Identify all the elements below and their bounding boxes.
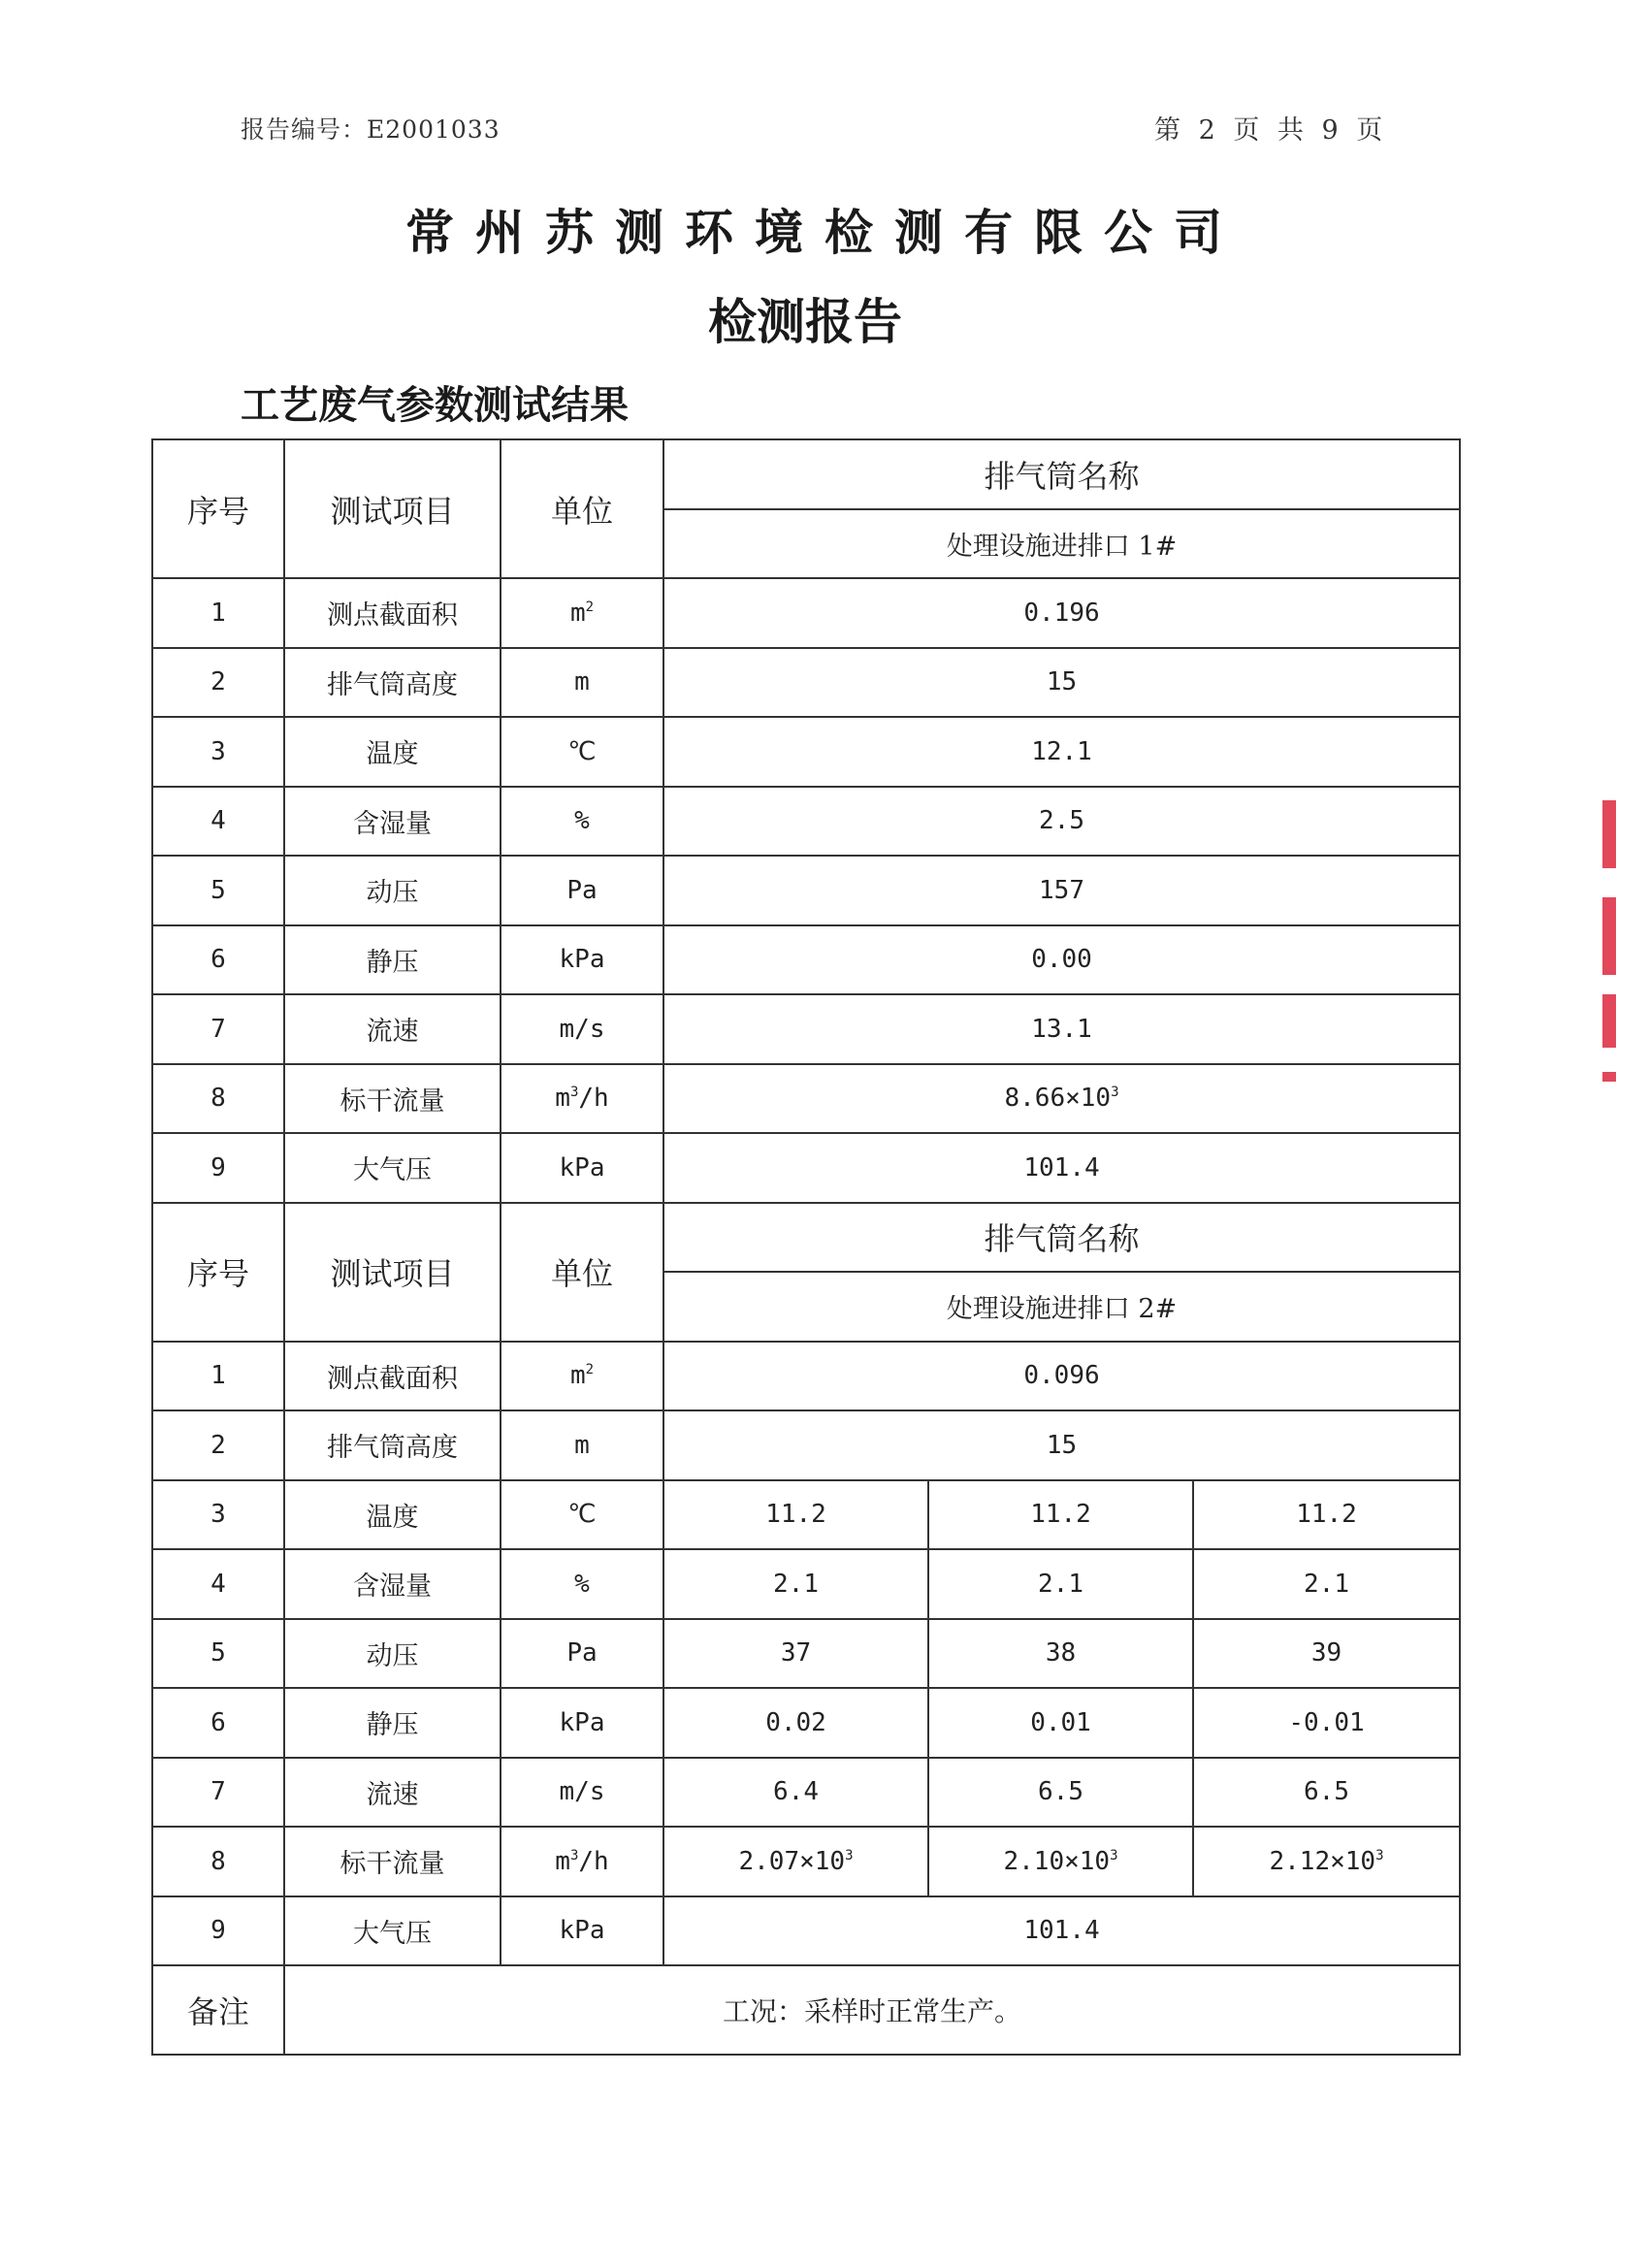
header-seq: 序号 [152,1203,284,1342]
table-row [152,1549,1460,1619]
cell-value: 38 [928,1619,1193,1689]
header-outlet: 处理设施进排口 2# [663,1272,1460,1342]
cell-seq: 2 [152,648,284,718]
cell-item: 温度 [284,1480,501,1550]
cell-seq: 2 [152,1410,284,1480]
cell-seq: 4 [152,1549,284,1619]
table-row [152,925,1460,995]
cell-value: 0.196 [663,578,1460,648]
cell-item: 大气压 [284,1896,501,1966]
note-text: 工况：采样时正常生产。 [284,1965,1460,2055]
cell-seq: 8 [152,1064,284,1134]
cell-unit: % [501,1549,663,1619]
cell-value: $2.07\times 10^3$ [663,1827,928,1896]
note-label: 备注 [152,1965,284,2055]
cell-seq: 7 [152,1758,284,1828]
cell-item: 排气筒高度 [284,1410,501,1480]
header-item: 测试项目 [284,1203,501,1342]
cell-value: 6.5 [1193,1758,1460,1828]
table-row [152,856,1460,925]
cell-seq: 9 [152,1896,284,1966]
cell-value: 2.5 [663,787,1460,857]
cell-item: 流速 [284,1758,501,1828]
results-table [151,438,1461,2056]
cell-unit: kPa [501,1133,663,1203]
cell-item: 含湿量 [284,1549,501,1619]
cell-value: 6.5 [928,1758,1193,1828]
cell-value: 0.01 [928,1688,1193,1758]
cell-unit: $m^2$ [501,578,663,648]
cell-unit: ℃ [501,1480,663,1550]
cell-value: 11.2 [1193,1480,1460,1550]
table-row [152,648,1460,718]
header-unit: 单位 [501,439,663,578]
seal-stamp-fragment [1602,800,1616,1082]
cell-value: 6.4 [663,1758,928,1828]
cell-value: 11.2 [928,1480,1193,1550]
cell-unit: Pa [501,1619,663,1689]
cell-unit: $m^3/h$ [501,1827,663,1896]
cell-value: 101.4 [663,1896,1460,1966]
cell-unit: $m^2$ [501,1342,663,1411]
cell-value: $2.10\times 10^3$ [928,1827,1193,1896]
cell-seq: 1 [152,1342,284,1411]
cell-value: 39 [1193,1619,1460,1689]
cell-value: -0.01 [1193,1688,1460,1758]
cell-value: 0.096 [663,1342,1460,1411]
cell-value: 2.1 [1193,1549,1460,1619]
table-row [152,578,1460,648]
cell-value: 2.1 [663,1549,928,1619]
cell-unit: ℃ [501,717,663,787]
section-title: 工艺废气参数测试结果 [241,382,629,428]
cell-value: 157 [663,856,1460,925]
cell-item: 动压 [284,856,501,925]
cell-value: $8.66\times 10^3$ [663,1064,1460,1134]
table-row [152,1619,1460,1689]
cell-unit: m/s [501,1758,663,1828]
cell-item: 温度 [284,717,501,787]
cell-item: 标干流量 [284,1827,501,1896]
cell-unit: kPa [501,1896,663,1966]
cell-unit: $m^3/h$ [501,1064,663,1134]
table-row [152,994,1460,1064]
cell-item: 大气压 [284,1133,501,1203]
cell-value: 101.4 [663,1133,1460,1203]
cell-value: 15 [663,648,1460,718]
cell-seq: 6 [152,1688,284,1758]
page-info: 第 2 页 共 9 页 [1154,115,1388,146]
cell-unit: Pa [501,856,663,925]
cell-seq: 5 [152,1619,284,1689]
note-row [152,1965,1460,2055]
table-row [152,1896,1460,1966]
cell-value: 0.00 [663,925,1460,995]
cell-item: 标干流量 [284,1064,501,1134]
cell-seq: 3 [152,717,284,787]
table-row [152,787,1460,857]
cell-seq: 1 [152,578,284,648]
cell-value: 2.1 [928,1549,1193,1619]
cell-unit: m [501,648,663,718]
table-header-row [152,439,1460,509]
cell-unit: kPa [501,1688,663,1758]
cell-value: 0.02 [663,1688,928,1758]
cell-item: 含湿量 [284,787,501,857]
cell-seq: 7 [152,994,284,1064]
header-stack-name: 排气筒名称 [663,439,1460,509]
cell-value: 13.1 [663,994,1460,1064]
cell-unit: m [501,1410,663,1480]
table-row [152,1758,1460,1828]
header-unit: 单位 [501,1203,663,1342]
cell-seq: 4 [152,787,284,857]
cell-unit: % [501,787,663,857]
cell-seq: 9 [152,1133,284,1203]
cell-item: 排气筒高度 [284,648,501,718]
table-row [152,1342,1460,1411]
cell-unit: kPa [501,925,663,995]
cell-item: 静压 [284,1688,501,1758]
cell-item: 测点截面积 [284,1342,501,1411]
header-stack-name: 排气筒名称 [663,1203,1460,1273]
table-row [152,717,1460,787]
company-name: 常州苏测环境检测有限公司 [405,204,1244,261]
table-header-row [152,1203,1460,1273]
header-seq: 序号 [152,439,284,578]
table-row [152,1133,1460,1203]
table-row [152,1410,1460,1480]
cell-value: 15 [663,1410,1460,1480]
cell-item: 动压 [284,1619,501,1689]
report-number: 报告编号：E2001033 [241,115,501,144]
cell-value: 11.2 [663,1480,928,1550]
table-row [152,1480,1460,1550]
document-title: 检测报告 [708,293,902,350]
cell-seq: 3 [152,1480,284,1550]
cell-seq: 6 [152,925,284,995]
table-row [152,1688,1460,1758]
cell-item: 静压 [284,925,501,995]
cell-unit: m/s [501,994,663,1064]
cell-seq: 8 [152,1827,284,1896]
cell-item: 测点截面积 [284,578,501,648]
header-item: 测试项目 [284,439,501,578]
table-row [152,1827,1460,1896]
header-outlet: 处理设施进排口 1# [663,509,1460,579]
cell-item: 流速 [284,994,501,1064]
cell-value: 12.1 [663,717,1460,787]
table-row [152,1064,1460,1134]
cell-value: 37 [663,1619,928,1689]
cell-seq: 5 [152,856,284,925]
cell-value: $2.12\times 10^3$ [1193,1827,1460,1896]
